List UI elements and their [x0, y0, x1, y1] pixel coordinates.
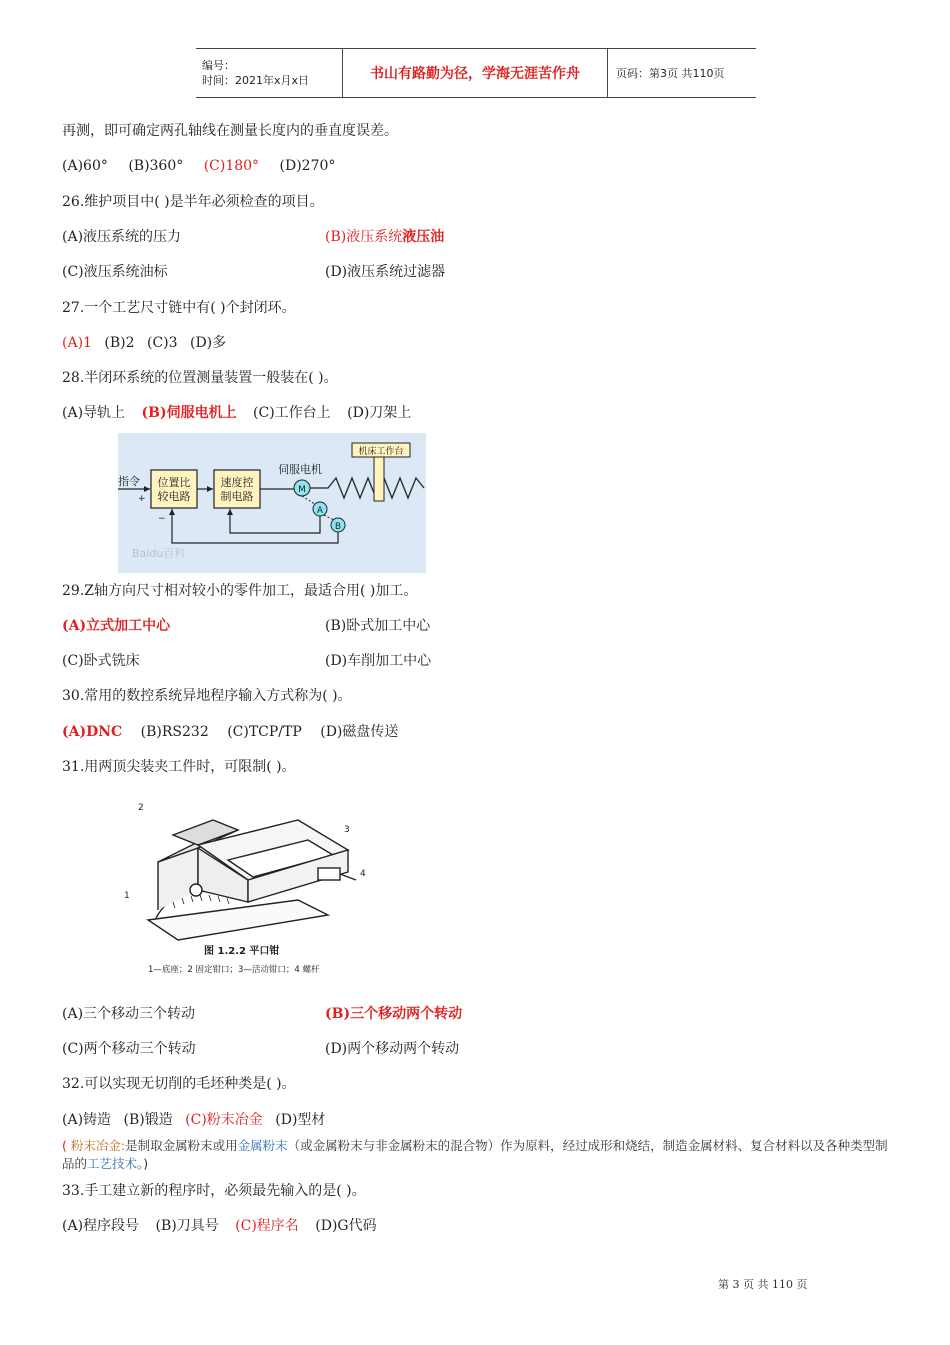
- header-page-info: 页码：第3页 共110页: [616, 67, 725, 80]
- option-b-answer: (B)三个移动两个转动: [325, 1006, 463, 1022]
- option-c: (C)两个移动三个转动: [62, 1041, 196, 1057]
- option-c: (C)3: [146, 335, 178, 351]
- svg-text:B: B: [334, 522, 342, 532]
- option-b: (B)卧式加工中心: [325, 618, 431, 634]
- option-a: (A)导轨上: [62, 405, 126, 421]
- header-time: 时间：2021年x月x日: [202, 74, 310, 87]
- question-30-text: 30.常用的数控系统异地程序输入方式称为( )。: [62, 688, 352, 704]
- option-d: (D)G代码: [315, 1218, 377, 1234]
- lead-screw: [310, 478, 424, 498]
- option-c: (C)卧式铣床: [62, 653, 140, 669]
- option-d: (D)270°: [279, 158, 336, 174]
- header-code: 编号：: [202, 59, 235, 72]
- option-d: (D)型材: [275, 1112, 326, 1128]
- option-c: (C)TCP/TP: [227, 724, 302, 740]
- link-process-technology[interactable]: 工艺技术: [87, 1156, 138, 1171]
- option-d: (D)多: [189, 335, 227, 351]
- question-32-options: [62, 1109, 341, 1131]
- option-b: (B)锻造: [123, 1112, 173, 1128]
- question-33-options: [62, 1215, 393, 1237]
- question-cont-options: [62, 155, 351, 177]
- option-c-answer: (C)粉末冶金: [185, 1112, 263, 1128]
- figure-legend: 1—底座；2 固定钳口；3—活动钳口；4 螺杆: [148, 965, 320, 975]
- label-2: 2: [138, 803, 144, 813]
- question-29-text: 29.Z轴方向尺寸相对较小的零件加工，最适合用( )加工。: [62, 583, 418, 599]
- question-31-row2: [62, 1038, 888, 1060]
- option-b: (B)RS232: [140, 724, 209, 740]
- option-c-answer: (C)程序名: [235, 1218, 299, 1234]
- watermark: Baidu百科: [132, 547, 186, 560]
- option-a-answer: (A)1: [62, 335, 92, 351]
- label-1: 1: [124, 891, 130, 901]
- question-27-text: 27.一个工艺尺寸链中有( )个封闭环。: [62, 300, 296, 316]
- header-meta: [196, 49, 342, 97]
- question-26-row1: [62, 226, 888, 248]
- option-a: (A)程序段号: [62, 1218, 140, 1234]
- option-c: (C)工作台上: [253, 405, 331, 421]
- servo-system-diagram: [118, 433, 426, 573]
- question-28-text: 28.半闭环系统的位置测量装置一般装在( )。: [62, 370, 338, 386]
- vise-figure: [118, 790, 368, 980]
- question-cont-text: 再测，即可确定两孔轴线在测量长度内的垂直度误差。: [62, 123, 398, 139]
- option-a: (A)三个移动三个转动: [62, 1006, 196, 1022]
- svg-text:位置比: 位置比: [157, 476, 191, 489]
- svg-text:机床工作台: 机床工作台: [358, 447, 404, 457]
- question-29-row1: [62, 615, 888, 637]
- option-c-answer: (C)180°: [203, 158, 260, 174]
- svg-text:制电路: 制电路: [220, 490, 254, 503]
- option-a-answer: (A)DNC: [62, 724, 123, 740]
- question-29-row2: [62, 650, 888, 672]
- question-27-options: [62, 332, 242, 354]
- label-4: 4: [360, 869, 366, 879]
- option-a: (A)60°: [62, 158, 108, 174]
- option-d: (D)磁盘传送: [320, 724, 399, 740]
- option-a: (A)液压系统的压力: [62, 229, 182, 245]
- option-b-answer: (B)伺服电机上: [141, 405, 237, 421]
- link-metal-powder[interactable]: 金属粉末: [237, 1138, 288, 1153]
- note-term: 粉末冶金:: [70, 1138, 126, 1153]
- question-31-row1: [62, 1003, 888, 1025]
- figure-caption: 图 1.2.2 平口钳: [204, 946, 280, 957]
- option-b: (B)2: [104, 335, 135, 351]
- question-31-text: 31.用两顶尖装夹工件时，可限制( )。: [62, 759, 296, 775]
- diagram-minus: −: [158, 514, 166, 524]
- diagram-plus: +: [138, 494, 146, 504]
- question-33-text: 33.手工建立新的程序时，必须最先输入的是( )。: [62, 1183, 366, 1199]
- option-b: (B)刀具号: [155, 1218, 219, 1234]
- option-a-answer: (A)立式加工中心: [62, 618, 171, 634]
- powder-metallurgy-note: ( 粉末冶金:是制取金属粉末或用金属粉末（或金属粉末与非金属粉末的混合物）作为原料，经过成形和烧结，制造金属材料、复合材料以及各种类型制品的工艺技术。): [62, 1138, 888, 1171]
- option-a: (A)铸造: [62, 1112, 112, 1128]
- question-26-text: 26.维护项目中( )是半年必须检查的项目。: [62, 194, 324, 210]
- page-footer: 第 3 页 共 110 页: [718, 1278, 808, 1291]
- question-32-text: 32.可以实现无切削的毛坯种类是( )。: [62, 1076, 296, 1092]
- option-d: (D)车削加工中心: [325, 653, 432, 669]
- option-c: (C)液压系统油标: [62, 264, 168, 280]
- question-30-options: [62, 721, 414, 743]
- option-b: (B)360°: [128, 158, 184, 174]
- question-28-options: [62, 402, 427, 424]
- svg-text:A: A: [316, 506, 324, 516]
- page-header: [196, 48, 756, 98]
- option-d: (D)液压系统过滤器: [325, 264, 446, 280]
- svg-text:较电路: 较电路: [157, 490, 191, 503]
- header-motto: 书山有路勤为径，学海无涯苦作舟: [342, 49, 608, 97]
- diagram-input-label: 指令: [118, 475, 140, 488]
- option-d: (D)刀架上: [347, 405, 412, 421]
- svg-text:速度控: 速度控: [220, 476, 254, 489]
- motor-label: 伺服电机: [278, 463, 322, 476]
- svg-text:M: M: [298, 485, 306, 495]
- question-26-row2: [62, 261, 888, 283]
- option-b-answer: (B)液压系统液压油: [325, 229, 445, 245]
- label-3: 3: [344, 825, 350, 835]
- option-d: (D)两个移动两个转动: [325, 1041, 460, 1057]
